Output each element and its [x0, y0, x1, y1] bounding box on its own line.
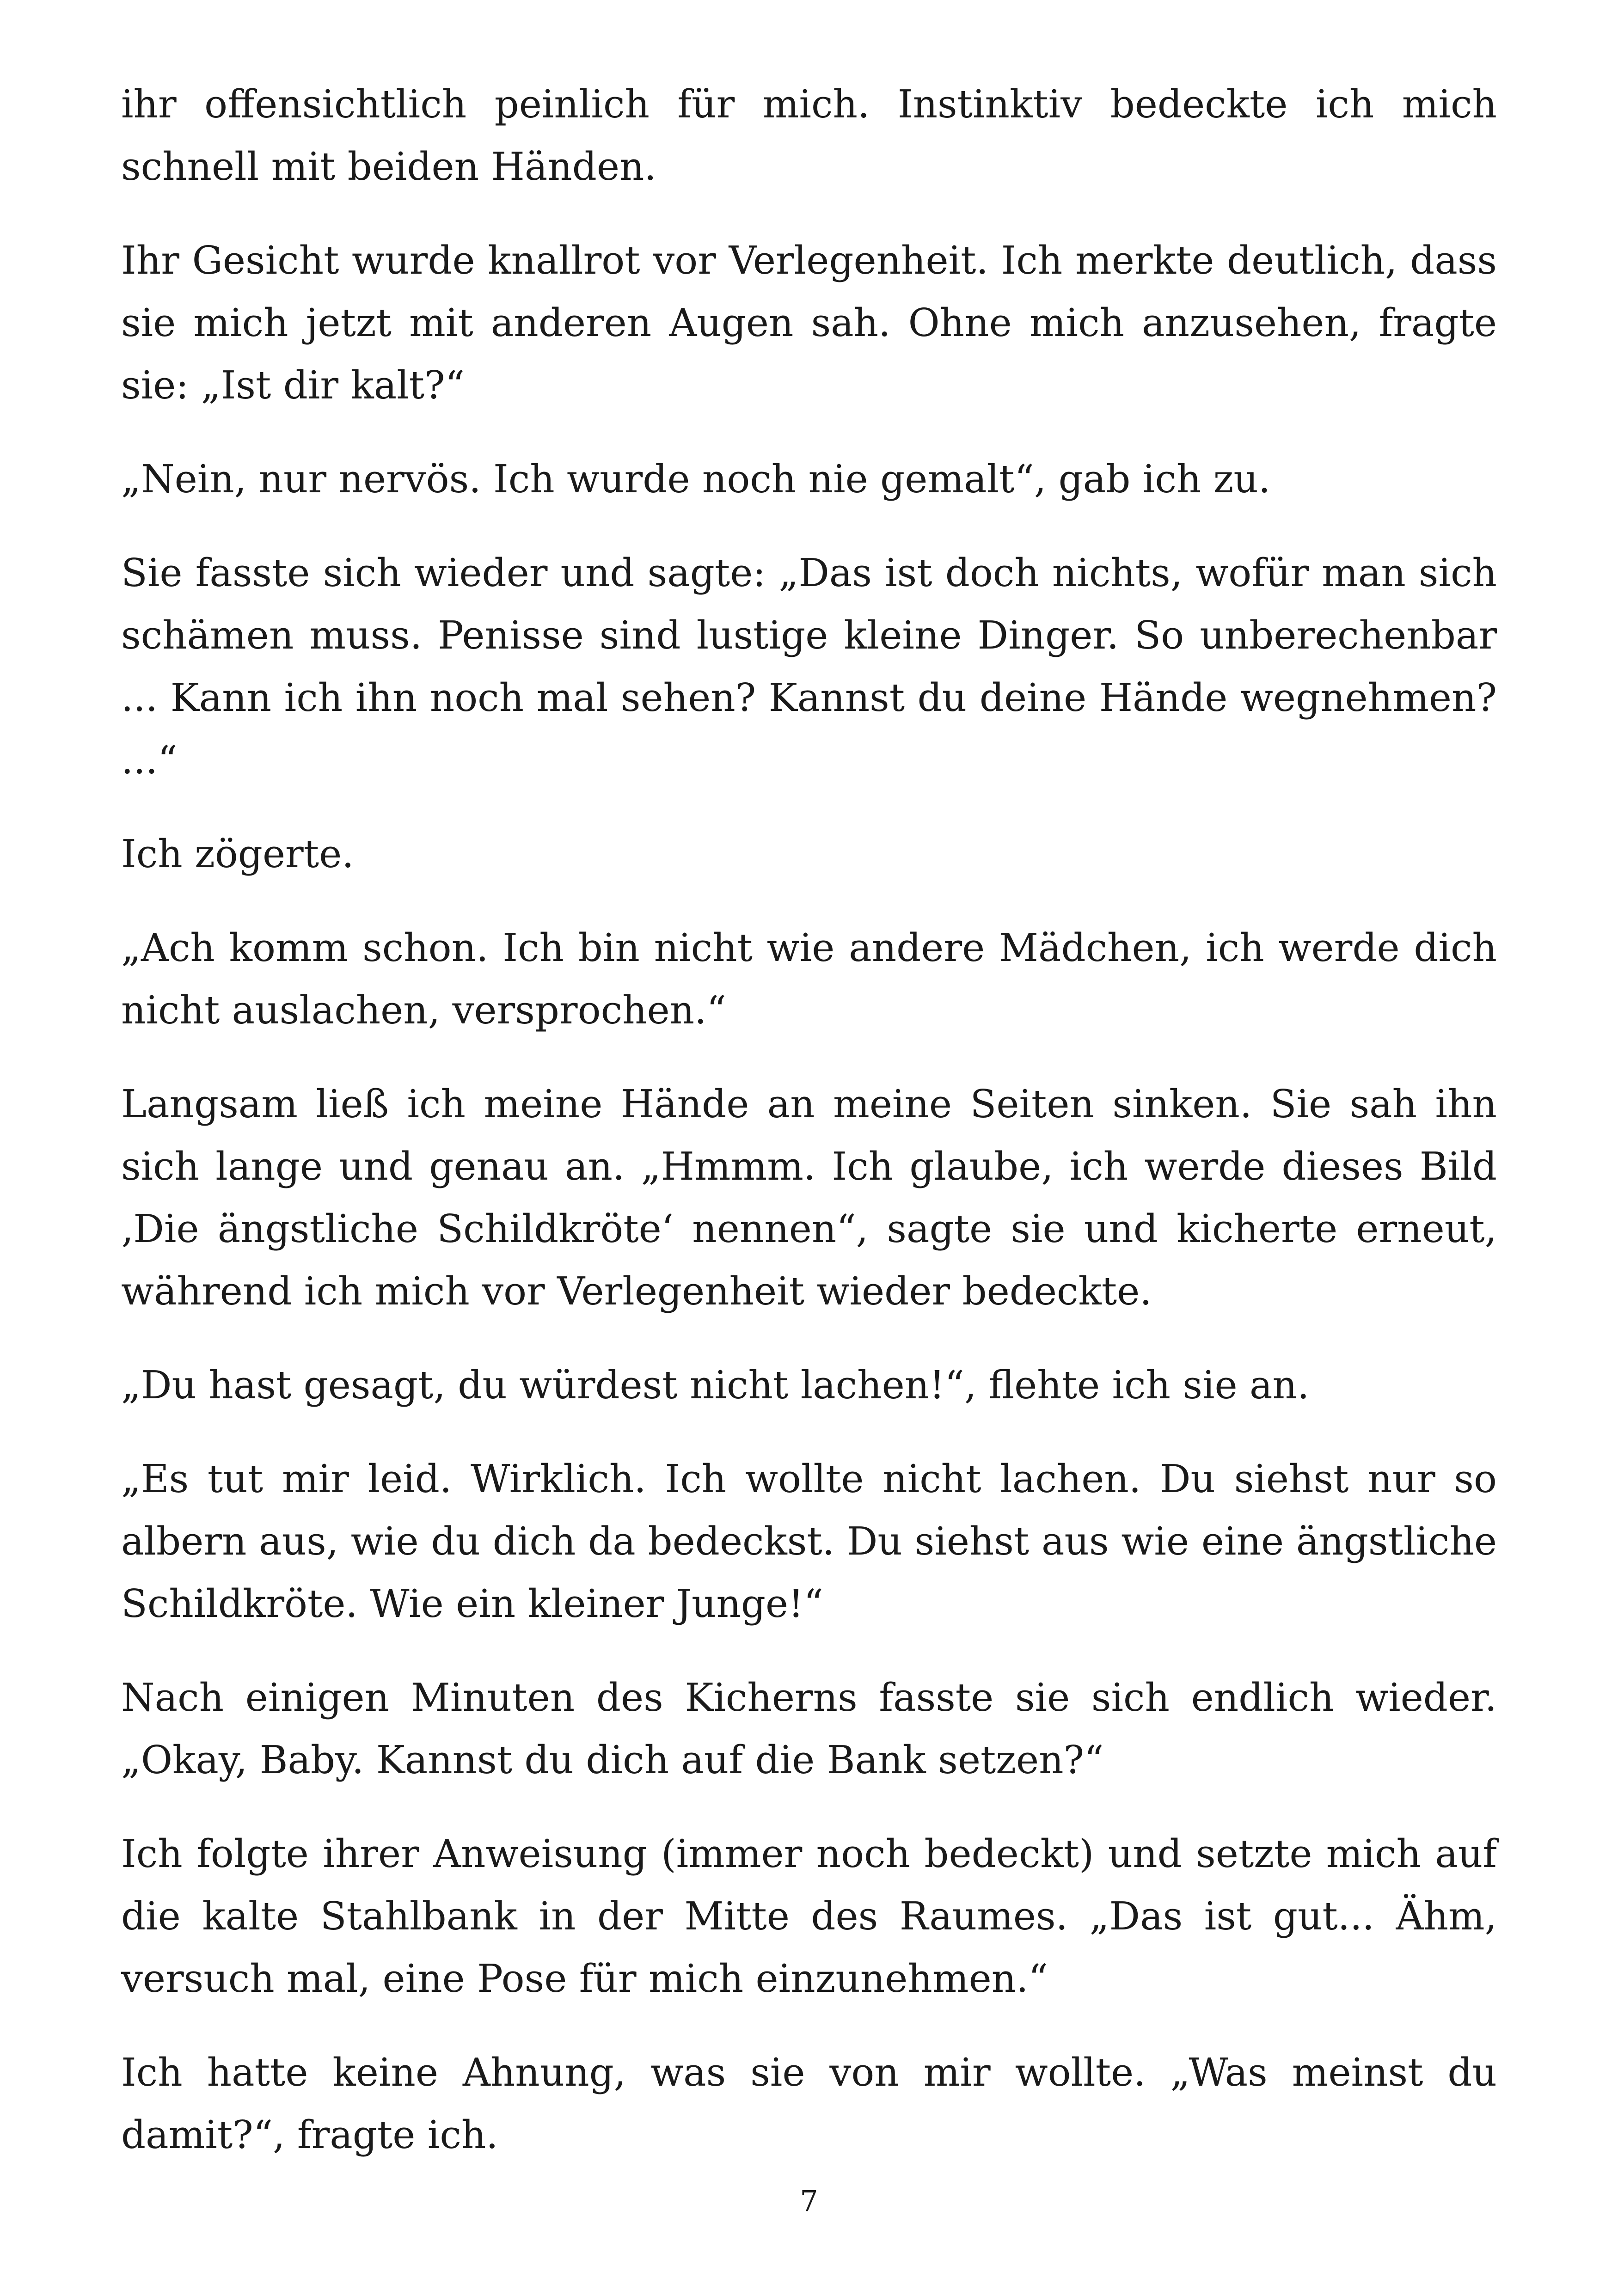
paragraph: „Du hast gesagt, du würdest nicht lachen!“, flehte ich sie an.	[121, 1363, 1310, 1408]
paragraph: Ihr Gesicht wurde knallrot vor Verlegenheit. Ich merkte deutlich, dass sie mich jetzt mit anderen Augen sah. Ohne mich anzusehen, fragte sie: „Ist dir kalt?“	[121, 238, 1497, 408]
paragraph: ihr offensichtlich peinlich für mich. Instinktiv bedeckte ich mich schnell mit beiden Händen.	[121, 82, 1497, 189]
body-text	[121, 73, 1497, 2198]
page-number: 7	[800, 2184, 818, 2218]
paragraph: Ich zögerte.	[121, 832, 354, 876]
paragraph: Nach einigen Minuten des Kicherns fasste sie sich endlich wieder. „Okay, Baby. Kannst du dich auf die Bank setzen?“	[121, 1675, 1497, 1782]
paragraph: Ich folgte ihrer Anweisung (immer noch bedeckt) und setzte mich auf die kalte Stahlbank in der Mitte des Raumes. „Das ist gut... Ähm, versuch mal, eine Pose für mich einzunehmen.“	[121, 1831, 1497, 2001]
paragraph: Sie fasste sich wieder und sagte: „Das ist doch nichts, wofür man sich schämen muss. Penisse sind lustige kleine Dinger. So unberechenbar ... Kann ich ihn noch mal sehen? Kannst du deine Hände wegnehmen? ...“	[121, 551, 1497, 783]
paragraph: Ich hatte keine Ahnung, was sie von mir wollte. „Was meinst du damit?“, fragte ich.	[121, 2050, 1497, 2157]
paragraph: „Nein, nur nervös. Ich wurde noch nie gemalt“, gab ich zu.	[121, 457, 1271, 502]
paragraph: „Ach komm schon. Ich bin nicht wie andere Mädchen, ich werde dich nicht auslachen, versprochen.“	[121, 925, 1497, 1033]
paragraph: Langsam ließ ich meine Hände an meine Seiten sinken. Sie sah ihn sich lange und genau an. „Hmmm. Ich glaube, ich werde dieses Bild ‚Die ängstliche Schildkröte‘ nennen“, sagte sie und kicherte erneut, während ich mich vor Verlegenheit wieder bedeckte.	[121, 1082, 1497, 1314]
paragraph: „Es tut mir leid. Wirklich. Ich wollte nicht lachen. Du siehst nur so albern aus, wie du dich da bedeckst. Du siehst aus wie eine ängstliche Schildkröte. Wie ein kleiner Junge!“	[121, 1457, 1497, 1626]
